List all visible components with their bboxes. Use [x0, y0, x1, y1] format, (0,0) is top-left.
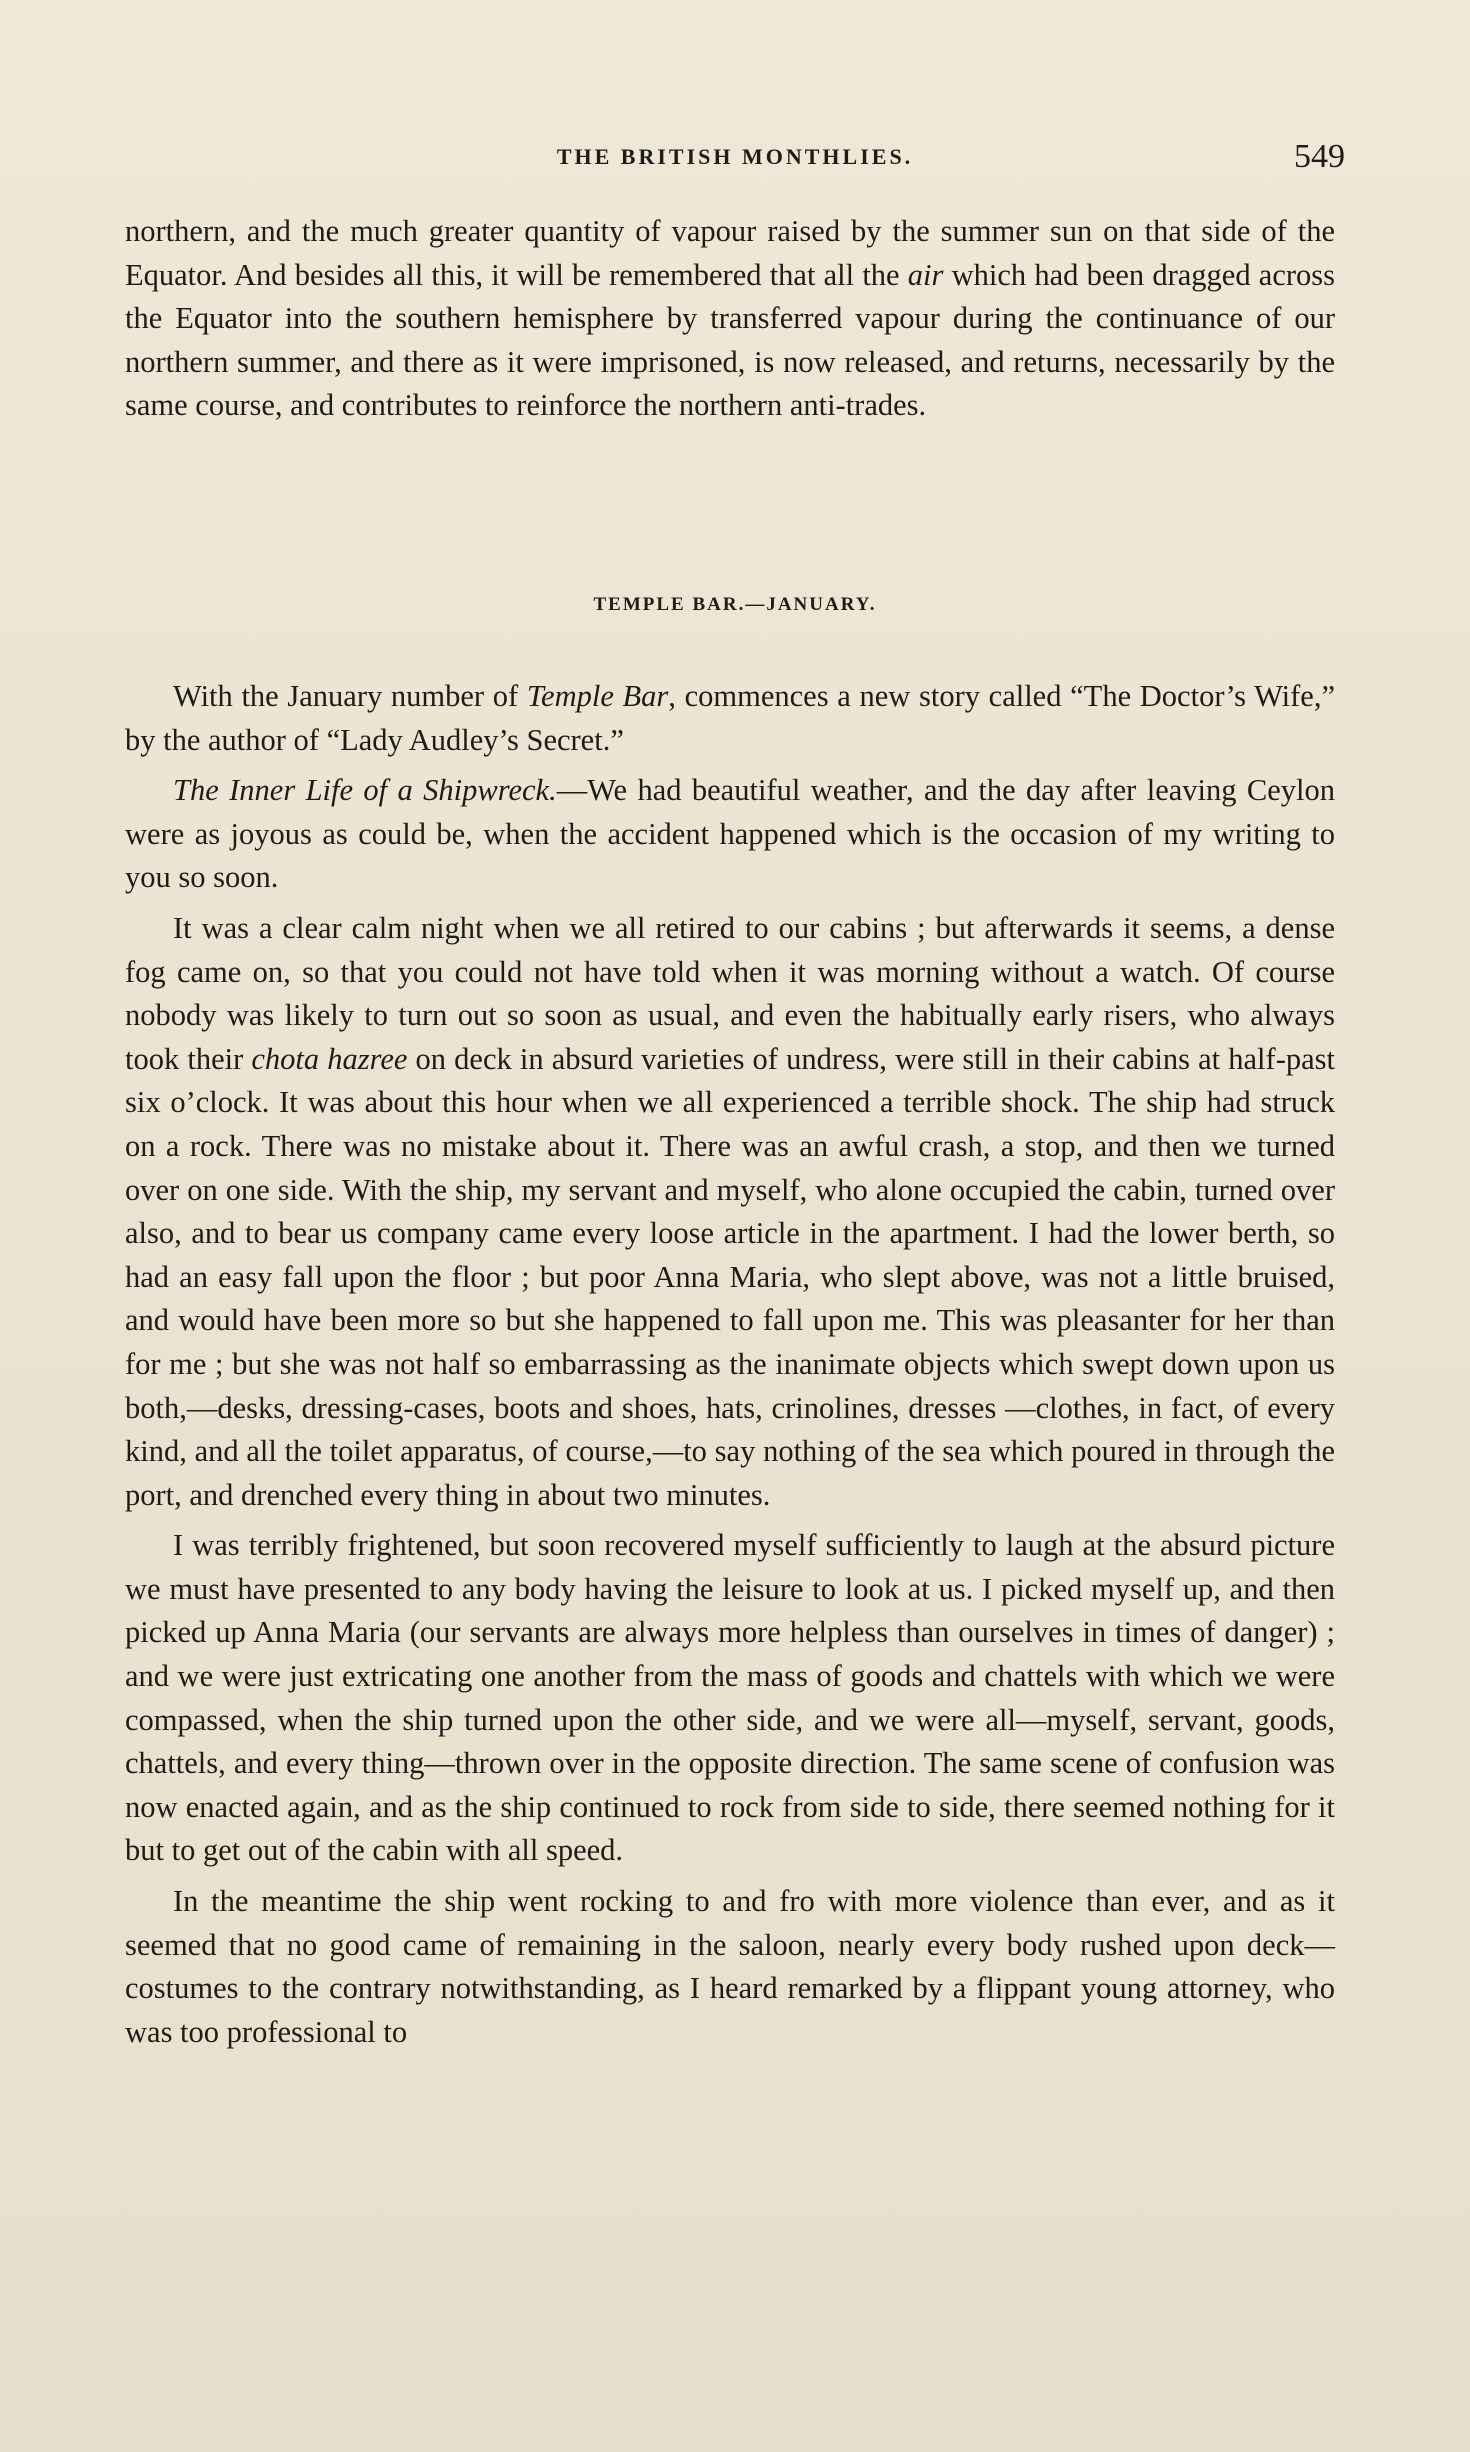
continuation-text: [125, 210, 1335, 428]
emphasis: The Inner Life of a Shipwreck.: [173, 773, 557, 808]
paragraph: With the January number of Temple Bar, commences a new story called “The Doctor’s Wife,” by the author of “Lady Audley’s Secret.”: [125, 679, 1335, 757]
emphasis: chota hazree: [251, 1041, 408, 1076]
section-heading: TEMPLE BAR.—JANUARY.: [593, 594, 877, 615]
running-title: THE BRITISH MONTHLIES.: [556, 144, 914, 169]
continuation-paragraph: northern, and the much greater quantity of vapour raised by the summer sun on that side of the Equator. And besides all this, it will be remembered that all the air which had been dragged across the Equator into the southern hemisphere by transferred vapour during the continuance of our northern summer, and there as it were imprisoned, is now released, and returns, necessarily by the same course, and contributes to reinforce the northern anti-trades.: [125, 214, 1335, 423]
page-number: 549: [1294, 138, 1345, 175]
emphasis: Temple Bar: [526, 679, 669, 713]
paragraph: The Inner Life of a Shipwreck.—We had beautiful weather, and the day after leaving Ceylon were as joyous as could be, when the accident happened which is the occasion of my writing to you so soon.: [125, 773, 1335, 895]
paragraph: In the meantime the ship went rocking to and fro with more violence than ever, and as it seemed that no good came of remaining in the saloon, nearly every body rushed upon deck—costumes to the contrary notwithstanding, as I heard remarked by a flippant young attorney, who was too professional to: [125, 1884, 1335, 2049]
article-body: [125, 675, 1335, 2061]
paragraph: I was terribly frightened, but soon recovered myself sufficiently to laugh at the absurd picture we must have presented to any body having the leisure to look at us. I picked myself up, and then picked up Anna Maria (our servants are always more helpless than ourselves in times of danger) ; and we were just extricating one another from the mass of goods and chattels with which we were compassed, when the ship turned upon the other side, and we were all—myself, servant, goods, chattels, and every thing—thrown over in the opposite direction. The same scene of confusion was now enacted again, and as the ship continued to rock from side to side, there seemed nothing for it but to get out of the cabin with all speed.: [125, 1528, 1335, 1868]
emphasis: air: [907, 257, 944, 292]
running-head: [125, 138, 1345, 178]
paragraph: It was a clear calm night when we all retired to our cabins ; but afterwards it seems, a dense fog came on, so that you could not have told when it was morning without a watch. Of course nobody was likely to turn out so soon as usual, and even the habitually early risers, who always took their chota hazree on deck in absurd varieties of undress, were still in their cabins at half-past six o’clock. It was about this hour when we all experienced a terrible shock. The ship had struck on a rock. There was no mistake about it. There was an awful crash, a stop, and then we turned over on one side. With the ship, my servant and myself, who alone occupied the cabin, turned over also, and to bear us company came every loose article in the apartment. I had the lower berth, so had an easy fall upon the floor ; but poor Anna Maria, who slept above, was not a little bruised, and would have been more so but she happened to fall upon me. This was pleasanter for her than for me ; but she was not half so embarrassing as the inanimate objects which swept down upon us both,—desks, dressing-cases, boots and shoes, hats, crinolines, dresses —clothes, in fact, of every kind, and all the toilet apparatus, of course,—to say nothing of the sea which poured in through the port, and drenched every thing in about two minutes.: [125, 910, 1335, 1512]
